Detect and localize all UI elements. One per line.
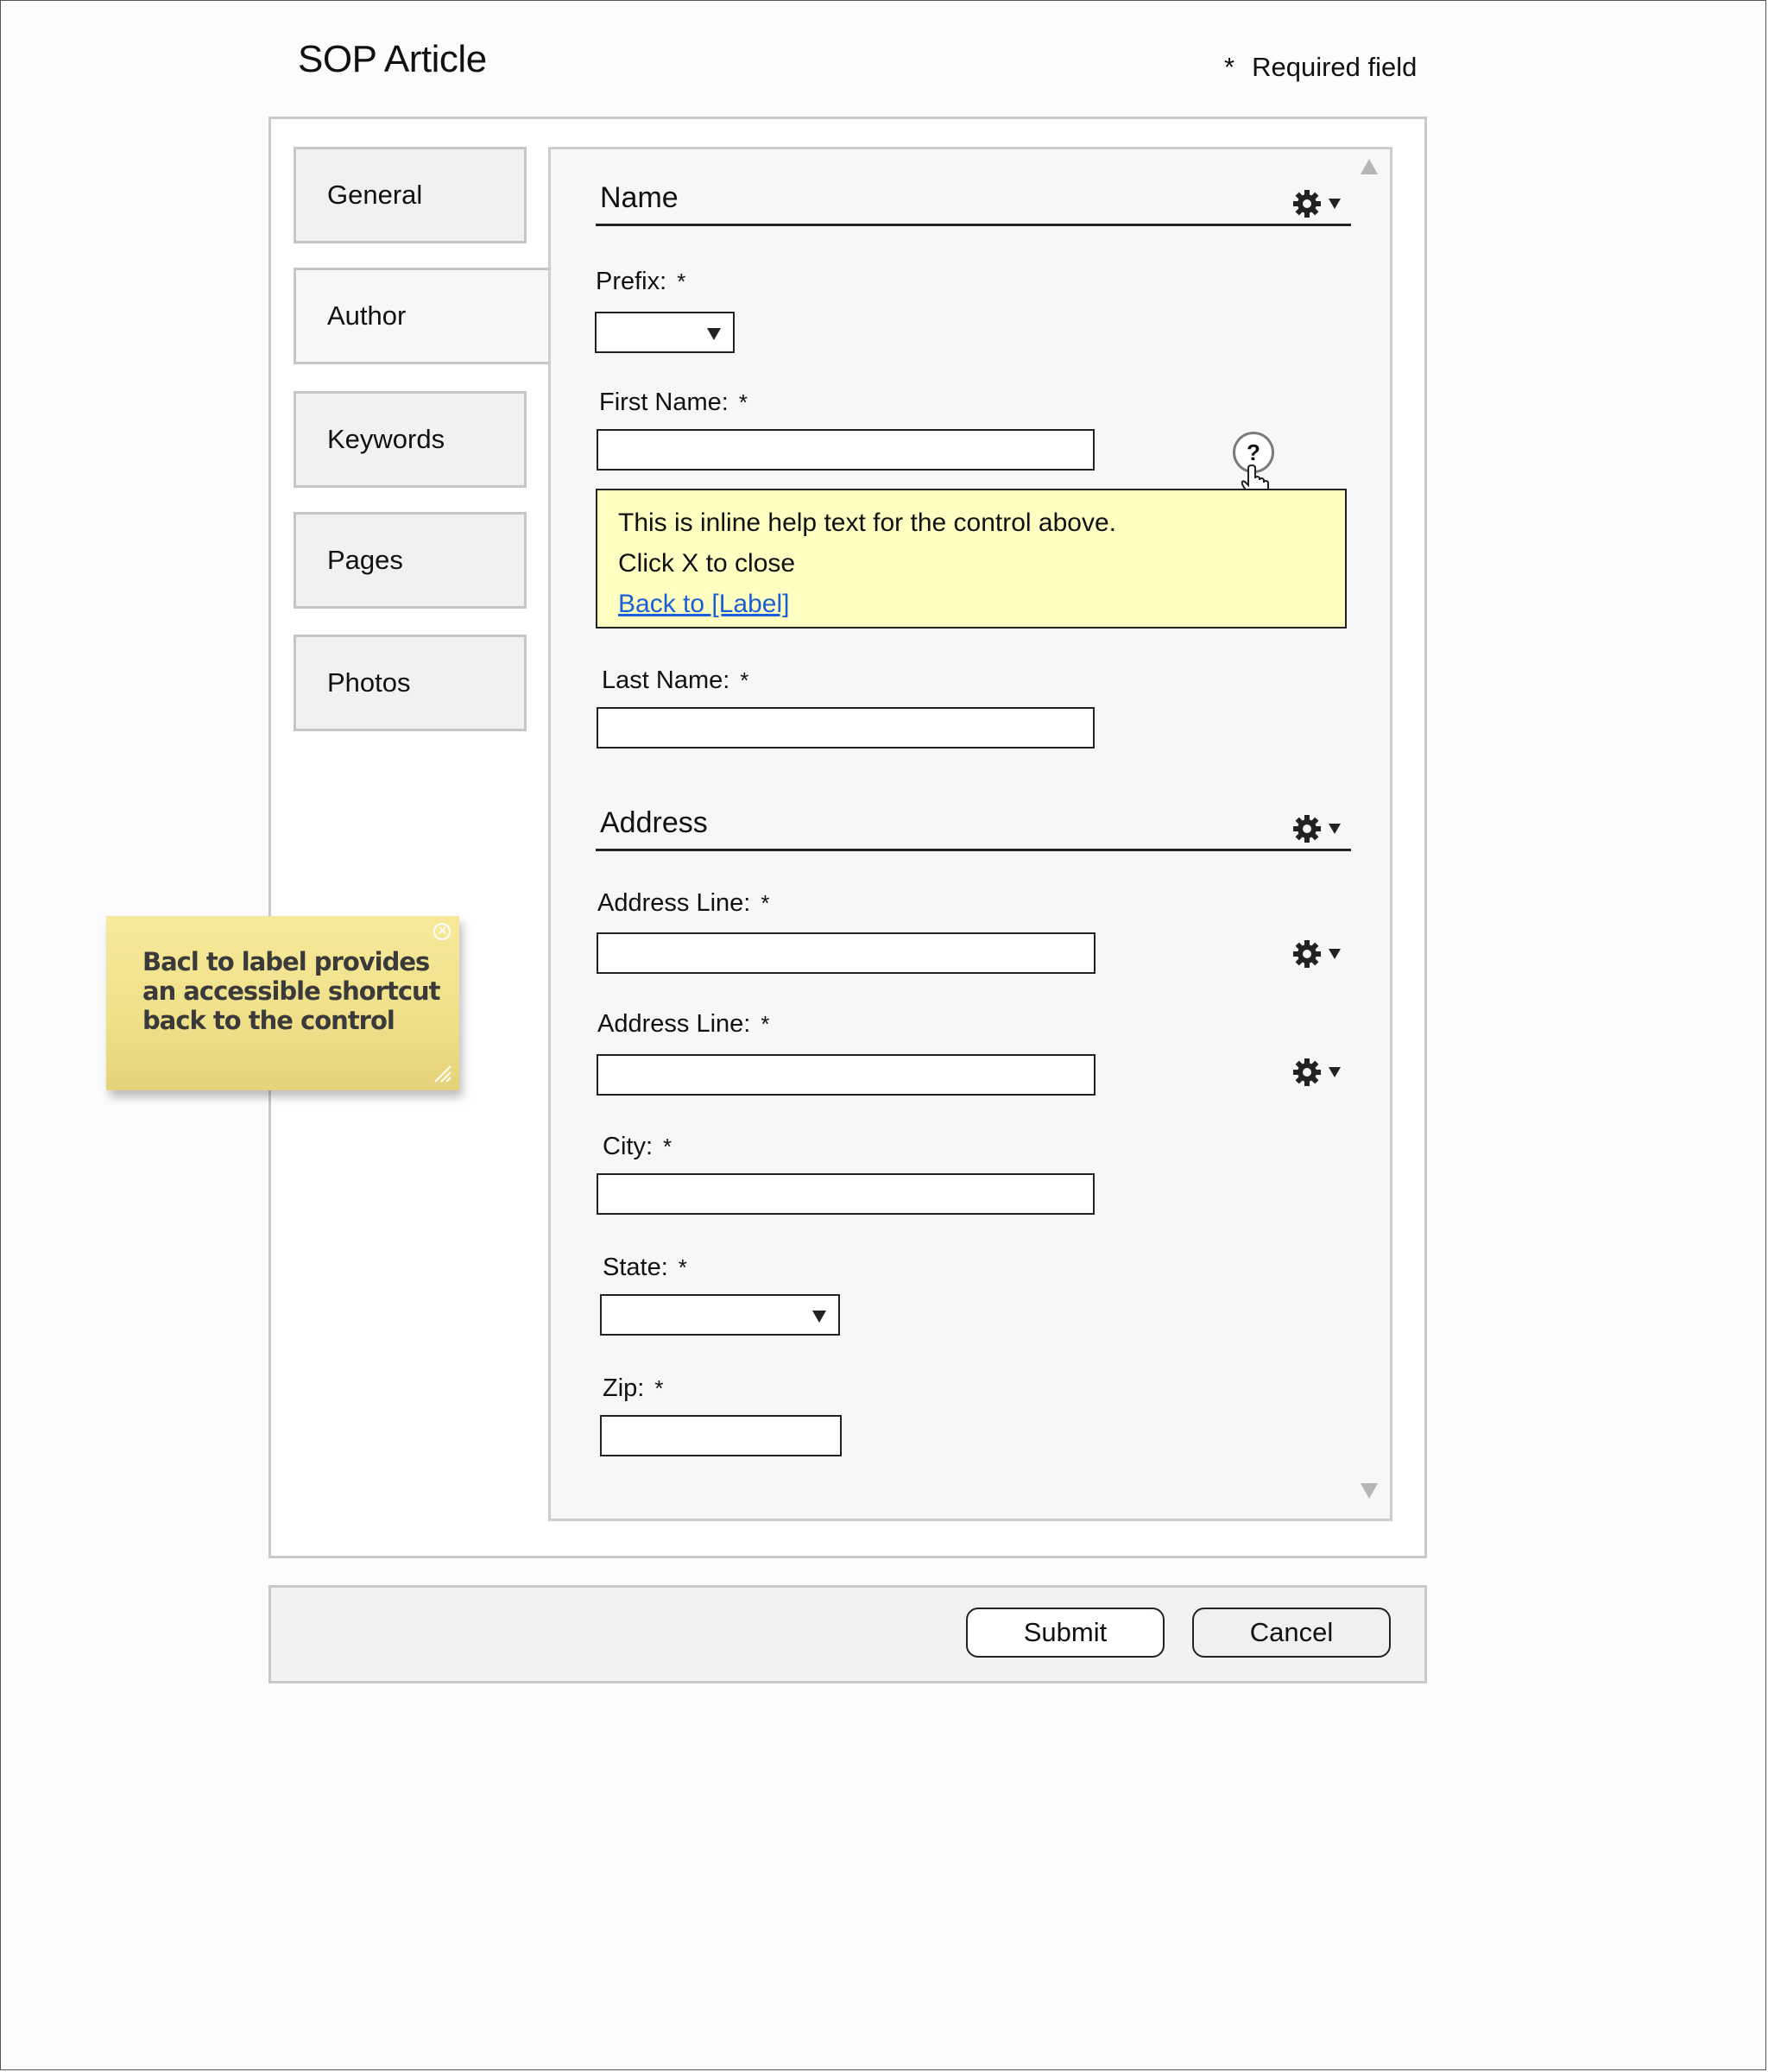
gear-icon	[1292, 939, 1322, 969]
tab-general[interactable]	[294, 147, 527, 243]
zip-label-text: Zip:	[603, 1374, 645, 1402]
required-star: *	[761, 890, 770, 916]
field-settings-menu[interactable]	[1292, 938, 1346, 970]
close-icon[interactable]: ×	[433, 923, 451, 940]
required-star: *	[663, 1134, 672, 1159]
city-label	[603, 1133, 672, 1161]
chevron-down-icon	[1329, 824, 1341, 834]
required-star: *	[678, 1254, 687, 1280]
required-star: *	[677, 268, 686, 294]
required-star: *	[1224, 52, 1235, 82]
state-label-text: State:	[603, 1254, 668, 1281]
first-name-input[interactable]	[597, 429, 1095, 471]
submit-button[interactable]: Submit	[966, 1608, 1165, 1658]
section-settings-menu[interactable]	[1292, 188, 1346, 219]
prefix-label	[596, 268, 685, 296]
first-name-label-text: First Name:	[599, 388, 729, 416]
tab-label: General	[327, 180, 423, 210]
city-label-text: City:	[603, 1133, 653, 1160]
tab-label: Keywords	[327, 424, 445, 454]
last-name-label-text: Last Name:	[602, 666, 730, 694]
chevron-down-icon	[812, 1311, 826, 1323]
help-icon: ?	[1247, 439, 1260, 465]
state-select[interactable]	[600, 1294, 840, 1336]
sticky-note-text: Bacl to label provides an accessible shortcut back to the control	[142, 947, 440, 1035]
address-line-label-text: Address Line:	[597, 1010, 751, 1038]
tab-label: Author	[327, 300, 407, 331]
chevron-down-icon	[1329, 949, 1341, 959]
help-text: This is inline help text for the control above.	[618, 509, 1116, 537]
last-name-label	[602, 666, 748, 695]
back-to-label-link[interactable]: Back to [Label]	[618, 590, 790, 618]
tab-pages[interactable]	[294, 512, 527, 609]
tab-photos[interactable]	[294, 635, 527, 731]
page-title: SOP Article	[298, 38, 487, 80]
address-line-2-label	[597, 1010, 769, 1039]
required-star: *	[761, 1011, 770, 1037]
help-close-hint: Click X to close	[618, 549, 796, 578]
prefix-select[interactable]	[595, 312, 735, 353]
scroll-down-icon[interactable]	[1361, 1483, 1378, 1499]
required-star: *	[738, 389, 748, 415]
last-name-input[interactable]	[597, 707, 1095, 749]
scroll-up-icon[interactable]	[1361, 159, 1378, 174]
zip-input[interactable]	[600, 1415, 842, 1456]
section-title-address	[596, 806, 1351, 851]
tab-label: Pages	[327, 545, 403, 575]
section-title-name	[596, 181, 1351, 226]
prefix-label-text: Prefix:	[596, 268, 667, 295]
city-input[interactable]	[597, 1173, 1095, 1215]
section-title-text: Address	[600, 806, 708, 839]
section-settings-menu[interactable]	[1292, 813, 1346, 844]
resize-grip-icon[interactable]	[433, 1064, 452, 1083]
sticky-note	[106, 916, 459, 1090]
gear-icon	[1292, 814, 1322, 843]
section-title-text: Name	[600, 181, 679, 214]
state-label	[603, 1254, 687, 1282]
address-line-2-input[interactable]	[597, 1054, 1096, 1096]
tab-label: Photos	[327, 667, 411, 698]
field-settings-menu[interactable]	[1292, 1057, 1346, 1088]
tab-keywords[interactable]	[294, 391, 527, 488]
first-name-label	[599, 388, 748, 417]
tab-author[interactable]	[294, 268, 552, 364]
required-star: *	[654, 1375, 664, 1401]
address-line-1-input[interactable]	[597, 932, 1096, 974]
gear-icon	[1292, 1058, 1322, 1087]
required-label: Required field	[1252, 52, 1418, 82]
gear-icon	[1292, 189, 1322, 218]
address-line-label-text: Address Line:	[597, 889, 751, 917]
required-field-legend	[1224, 52, 1417, 83]
chevron-down-icon	[1329, 199, 1341, 209]
chevron-down-icon	[707, 328, 721, 340]
chevron-down-icon	[1329, 1067, 1341, 1077]
zip-label	[603, 1374, 663, 1403]
cancel-button[interactable]: Cancel	[1192, 1608, 1391, 1658]
inline-help-box	[596, 489, 1347, 629]
address-line-1-label	[597, 889, 769, 918]
required-star: *	[740, 667, 749, 693]
